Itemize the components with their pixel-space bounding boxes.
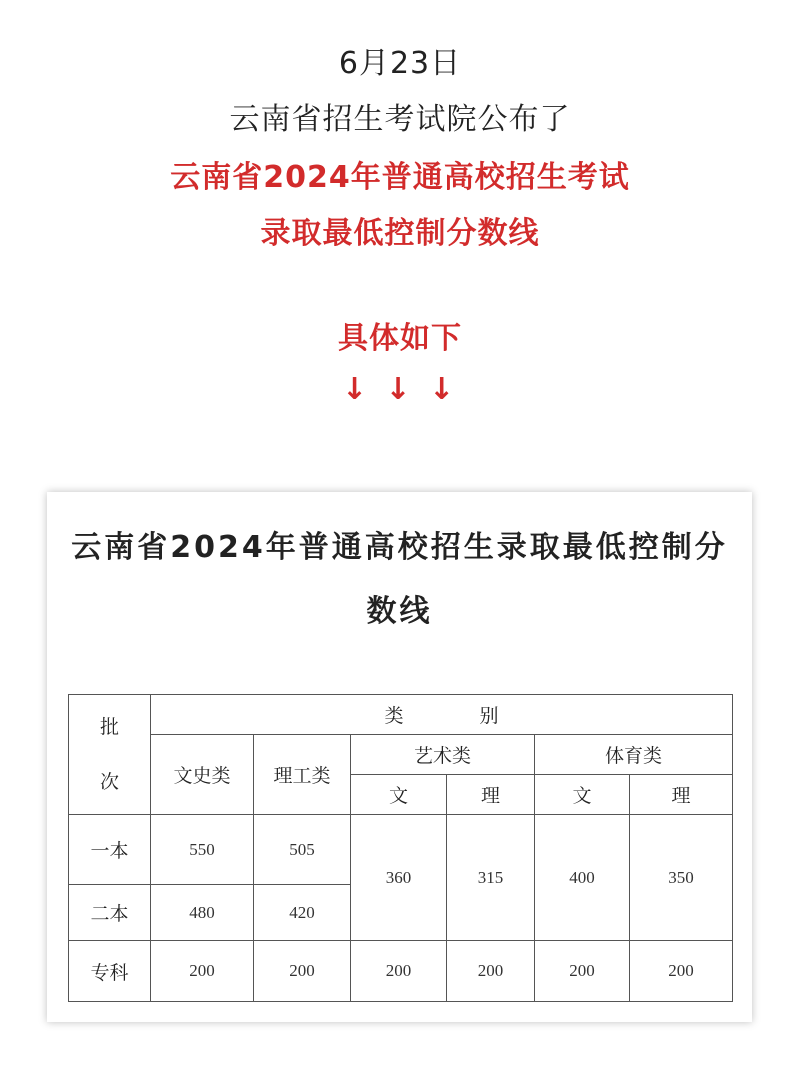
cell: 200: [351, 941, 447, 1002]
cell: 505: [254, 815, 351, 885]
date: 6月23日: [338, 46, 462, 81]
batch: 专科: [69, 941, 151, 1002]
cell: 350: [630, 815, 733, 941]
card-title-cont: 数线: [366, 594, 433, 629]
table-row: [69, 941, 733, 1002]
col-pe: 体育类: [535, 735, 733, 775]
col-art-wen: 文: [351, 775, 447, 815]
cell: 480: [151, 885, 254, 941]
category-header: 类 别: [151, 695, 733, 735]
cell: 200: [151, 941, 254, 1002]
col-art: 艺术类: [351, 735, 535, 775]
headline-1: 云南省2024年普通高校招生考试: [170, 160, 630, 195]
score-card: [47, 492, 752, 1022]
card-title: 云南省2024年普通高校招生录取最低控制分: [71, 530, 728, 565]
cell: 400: [535, 815, 630, 941]
batch: 一本: [69, 815, 151, 885]
cell: 200: [447, 941, 535, 1002]
col-ligong: 理工类: [254, 735, 351, 815]
cell: 200: [254, 941, 351, 1002]
col-pe-wen: 文: [535, 775, 630, 815]
cell: 360: [351, 815, 447, 941]
details-below: 具体如下: [338, 321, 462, 356]
col-pe-li: 理: [630, 775, 733, 815]
table-row: [69, 815, 733, 885]
intro-line: 云南省招生考试院公布了: [229, 102, 571, 137]
cell: 200: [535, 941, 630, 1002]
cell: 200: [630, 941, 733, 1002]
col-wenshi: 文史类: [151, 735, 254, 815]
cell: 420: [254, 885, 351, 941]
col-art-li: 理: [447, 775, 535, 815]
down-arrows-icon: ↓ ↓ ↓: [341, 372, 459, 407]
batch: 二本: [69, 885, 151, 941]
cell: 315: [447, 815, 535, 941]
cell: 550: [151, 815, 254, 885]
score-table: [68, 694, 733, 1002]
batch-header: 批 次: [69, 695, 151, 815]
headline-2: 录取最低控制分数线: [260, 216, 540, 251]
